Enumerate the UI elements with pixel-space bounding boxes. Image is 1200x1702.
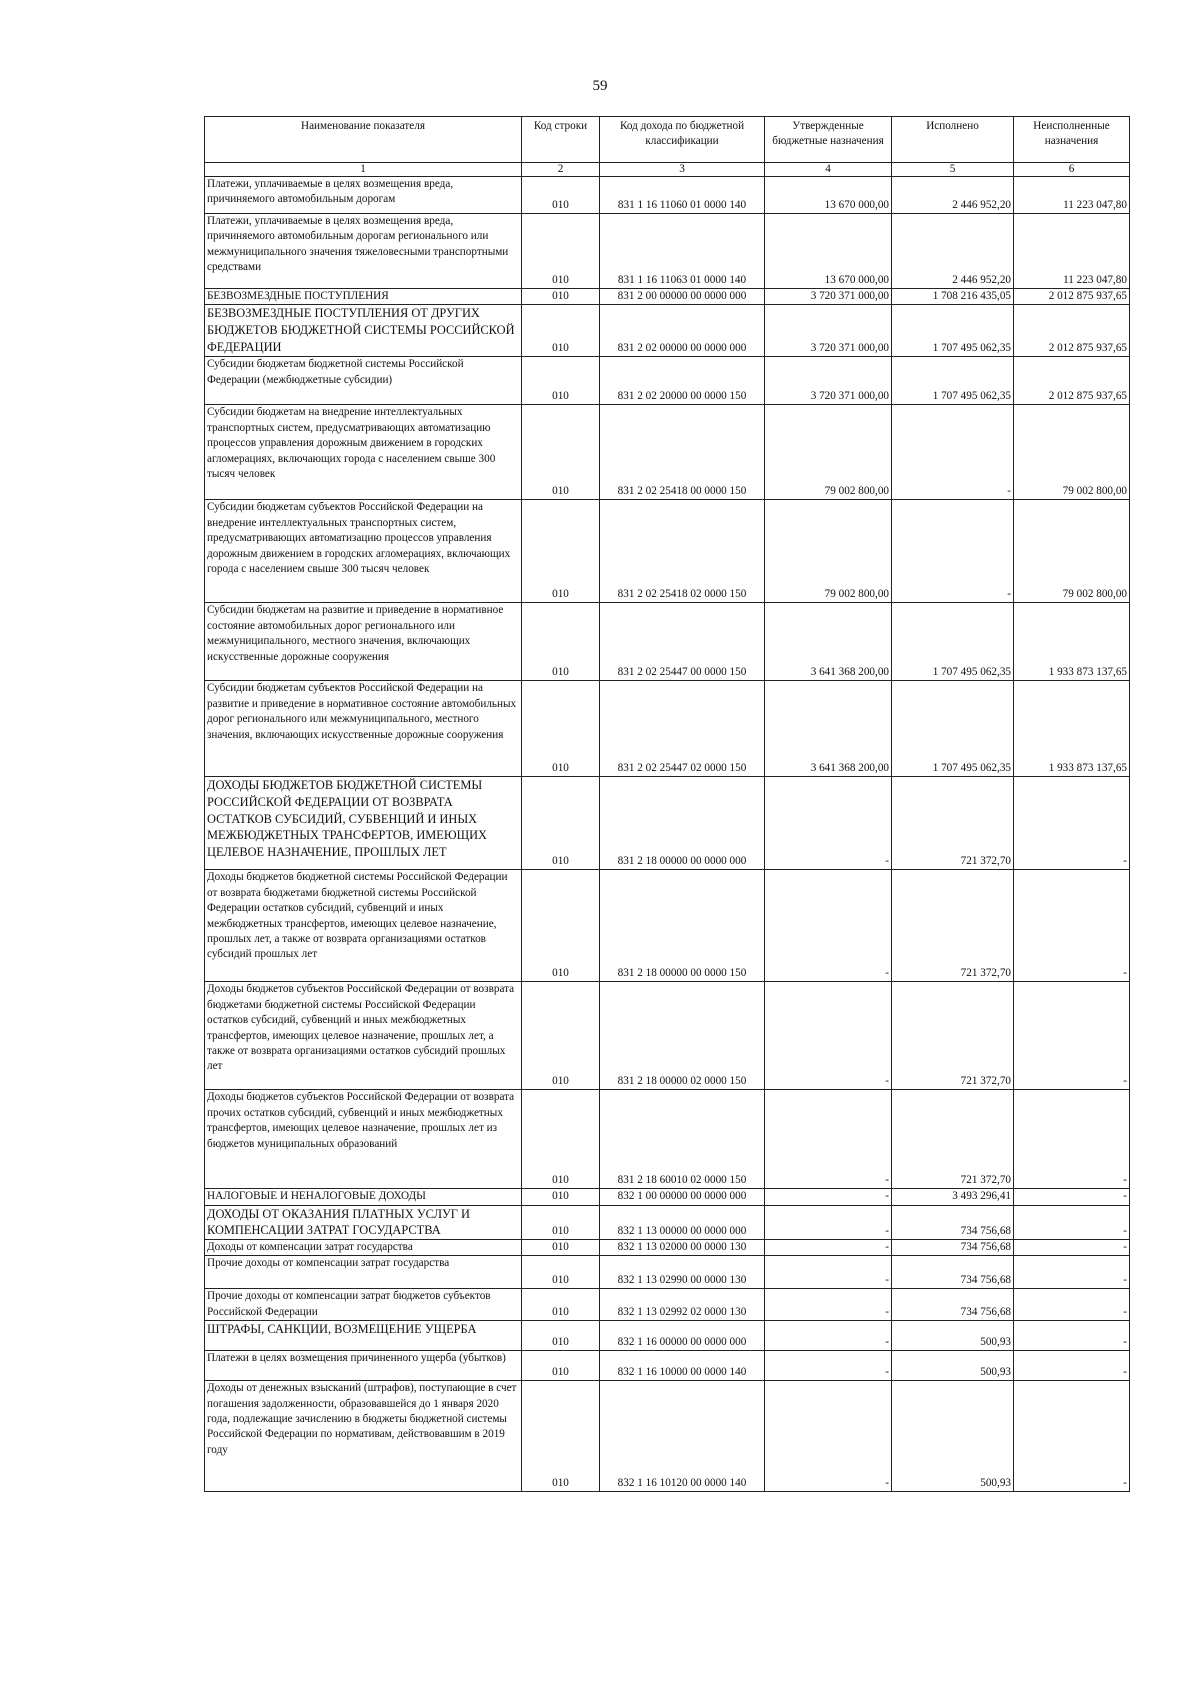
- approved-amount: -: [765, 1240, 892, 1256]
- indicator-name: Субсидии бюджетам на внедрение интеллектуальных транспортных систем, предусматривающих автоматизацию процессов управления дорожным движением в городских агломерациях, включающих города с населением свыше 300 тысяч человек: [205, 405, 522, 500]
- executed-amount: 500,93: [892, 1351, 1014, 1381]
- unexecuted-amount: -: [1014, 870, 1130, 982]
- line-code: 010: [522, 1321, 600, 1351]
- unexecuted-amount: 11 223 047,80: [1014, 177, 1130, 214]
- unexecuted-amount: -: [1014, 1205, 1130, 1239]
- line-code: 010: [522, 1240, 600, 1256]
- table-row: [205, 1321, 1130, 1351]
- budget-code: 831 2 18 00000 02 0000 150: [600, 982, 765, 1090]
- line-code: 010: [522, 357, 600, 405]
- indicator-name: ДОХОДЫ БЮДЖЕТОВ БЮДЖЕТНОЙ СИСТЕМЫ РОССИЙСКОЙ ФЕДЕРАЦИИ ОТ ВОЗВРАТА ОСТАТКОВ СУБСИДИЙ, СУБВЕНЦИЙ И ИНЫХ МЕЖБЮДЖЕТНЫХ ТРАНСФЕРТОВ, ИМЕЮЩИХ ЦЕЛЕВОЕ НАЗНАЧЕНИЕ, ПРОШЛЫХ ЛЕТ: [205, 777, 522, 870]
- budget-code: 831 2 02 25447 02 0000 150: [600, 681, 765, 777]
- approved-amount: -: [765, 1090, 892, 1189]
- unexecuted-amount: 1 933 873 137,65: [1014, 681, 1130, 777]
- unexecuted-amount: -: [1014, 1240, 1130, 1256]
- budget-code: 831 1 16 11060 01 0000 140: [600, 177, 765, 214]
- budget-code: 831 2 18 60010 02 0000 150: [600, 1090, 765, 1189]
- line-code: 010: [522, 1381, 600, 1492]
- table-row: [205, 305, 1130, 357]
- table-row: [205, 982, 1130, 1090]
- table-row: [205, 1205, 1130, 1239]
- unexecuted-amount: 11 223 047,80: [1014, 214, 1130, 289]
- header-name: Наименование показателя: [205, 117, 522, 163]
- budget-code: 832 1 13 02000 00 0000 130: [600, 1240, 765, 1256]
- approved-amount: -: [765, 982, 892, 1090]
- executed-amount: 734 756,68: [892, 1289, 1014, 1321]
- line-code: 010: [522, 405, 600, 500]
- table-row: [205, 1240, 1130, 1256]
- budget-code: 832 1 00 00000 00 0000 000: [600, 1189, 765, 1205]
- budget-code: 831 2 02 20000 00 0000 150: [600, 357, 765, 405]
- unexecuted-amount: 2 012 875 937,65: [1014, 357, 1130, 405]
- executed-amount: 500,93: [892, 1381, 1014, 1492]
- indicator-name: Доходы бюджетов субъектов Российской Федерации от возврата бюджетами бюджетной системы Российской Федерации остатков субсидий, субвенций и иных межбюджетных трансфертов, имеющих целевое назначение, прошлых лет, а также от возврата организациями остатков субсидий прошлых лет: [205, 982, 522, 1090]
- unexecuted-amount: -: [1014, 1381, 1130, 1492]
- executed-amount: 721 372,70: [892, 982, 1014, 1090]
- indicator-name: НАЛОГОВЫЕ И НЕНАЛОГОВЫЕ ДОХОДЫ: [205, 1189, 522, 1205]
- header-unexecuted: Неисполненные назначения: [1014, 117, 1130, 163]
- indicator-name: Доходы от денежных взысканий (штрафов), поступающие в счет погашения задолженности, образовавшейся до 1 января 2020 года, подлежащие зачислению в бюджеты бюджетной системы Российской Федерации по нормативам, действовавшим в 2019 году: [205, 1381, 522, 1492]
- approved-amount: 3 720 371 000,00: [765, 305, 892, 357]
- approved-amount: 79 002 800,00: [765, 405, 892, 500]
- unexecuted-amount: -: [1014, 1321, 1130, 1351]
- line-code: 010: [522, 305, 600, 357]
- indicator-name: Платежи, уплачиваемые в целях возмещения вреда, причиняемого автомобильным дорогам регионального или межмуниципального значения тяжеловесными транспортными средствами: [205, 214, 522, 289]
- executed-amount: 2 446 952,20: [892, 214, 1014, 289]
- approved-amount: -: [765, 1256, 892, 1289]
- table-row: [205, 405, 1130, 500]
- indicator-name: Субсидии бюджетам субъектов Российской Федерации на внедрение интеллектуальных транспортных систем, предусматривающих автоматизацию процессов управления дорожным движением в городских агломерациях, включающих города с населением свыше 300 тысяч человек: [205, 500, 522, 603]
- indicator-name: БЕЗВОЗМЕЗДНЫЕ ПОСТУПЛЕНИЯ: [205, 289, 522, 305]
- approved-amount: 13 670 000,00: [765, 214, 892, 289]
- unexecuted-amount: 2 012 875 937,65: [1014, 305, 1130, 357]
- budget-code: 832 1 16 00000 00 0000 000: [600, 1321, 765, 1351]
- header-executed: Исполнено: [892, 117, 1014, 163]
- indicator-name: ШТРАФЫ, САНКЦИИ, ВОЗМЕЩЕНИЕ УЩЕРБА: [205, 1321, 522, 1351]
- indicator-name: Доходы бюджетов бюджетной системы Российской Федерации от возврата бюджетами бюджетной системы Российской Федерации остатков субсидий, субвенций и иных межбюджетных трансфертов, имеющих целевое назначение, прошлых лет, а также от возврата организациями остатков субсидий прошлых лет: [205, 870, 522, 982]
- header-row: [205, 117, 1130, 163]
- approved-amount: 3 720 371 000,00: [765, 289, 892, 305]
- indicator-name: БЕЗВОЗМЕЗДНЫЕ ПОСТУПЛЕНИЯ ОТ ДРУГИХ БЮДЖЕТОВ БЮДЖЕТНОЙ СИСТЕМЫ РОССИЙСКОЙ ФЕДЕРАЦИИ: [205, 305, 522, 357]
- budget-code: 832 1 16 10120 00 0000 140: [600, 1381, 765, 1492]
- executed-amount: 734 756,68: [892, 1256, 1014, 1289]
- unexecuted-amount: -: [1014, 1351, 1130, 1381]
- column-number: 1: [205, 163, 522, 177]
- executed-amount: 734 756,68: [892, 1240, 1014, 1256]
- executed-amount: 3 493 296,41: [892, 1189, 1014, 1205]
- header-budget-code: Код дохода по бюджетной классификации: [600, 117, 765, 163]
- table-row: [205, 1381, 1130, 1492]
- approved-amount: -: [765, 1189, 892, 1205]
- line-code: 010: [522, 603, 600, 681]
- table-row: [205, 870, 1130, 982]
- executed-amount: 1 707 495 062,35: [892, 305, 1014, 357]
- approved-amount: -: [765, 777, 892, 870]
- unexecuted-amount: -: [1014, 1090, 1130, 1189]
- approved-amount: 79 002 800,00: [765, 500, 892, 603]
- column-number: 2: [522, 163, 600, 177]
- table-row: [205, 500, 1130, 603]
- indicator-name: Субсидии бюджетам субъектов Российской Федерации на развитие и приведение в нормативное состояние автомобильных дорог регионального или межмуниципального, местного значения, включающих искусственные дорожные сооружения: [205, 681, 522, 777]
- executed-amount: 2 446 952,20: [892, 177, 1014, 214]
- unexecuted-amount: -: [1014, 1289, 1130, 1321]
- executed-amount: 500,93: [892, 1321, 1014, 1351]
- approved-amount: 3 641 368 200,00: [765, 681, 892, 777]
- unexecuted-amount: 79 002 800,00: [1014, 405, 1130, 500]
- approved-amount: -: [765, 870, 892, 982]
- unexecuted-amount: -: [1014, 1189, 1130, 1205]
- budget-code: 831 2 02 00000 00 0000 000: [600, 305, 765, 357]
- approved-amount: 3 641 368 200,00: [765, 603, 892, 681]
- line-code: 010: [522, 1289, 600, 1321]
- budget-code: 831 2 00 00000 00 0000 000: [600, 289, 765, 305]
- line-code: 010: [522, 1205, 600, 1239]
- column-number: 6: [1014, 163, 1130, 177]
- executed-amount: 734 756,68: [892, 1205, 1014, 1239]
- unexecuted-amount: 2 012 875 937,65: [1014, 289, 1130, 305]
- table-row: [205, 289, 1130, 305]
- unexecuted-amount: -: [1014, 777, 1130, 870]
- column-number-row: [205, 163, 1130, 177]
- executed-amount: -: [892, 405, 1014, 500]
- approved-amount: 13 670 000,00: [765, 177, 892, 214]
- budget-code: 831 2 02 25447 00 0000 150: [600, 603, 765, 681]
- header-approved: Утвержденные бюджетные назначения: [765, 117, 892, 163]
- line-code: 010: [522, 500, 600, 603]
- header-line-code: Код строки: [522, 117, 600, 163]
- line-code: 010: [522, 214, 600, 289]
- column-number: 4: [765, 163, 892, 177]
- unexecuted-amount: 79 002 800,00: [1014, 500, 1130, 603]
- approved-amount: -: [765, 1289, 892, 1321]
- budget-code: 832 1 16 10000 00 0000 140: [600, 1351, 765, 1381]
- line-code: 010: [522, 681, 600, 777]
- column-number: 5: [892, 163, 1014, 177]
- table-row: [205, 1189, 1130, 1205]
- table-row: [205, 214, 1130, 289]
- table-row: [205, 603, 1130, 681]
- unexecuted-amount: 1 933 873 137,65: [1014, 603, 1130, 681]
- executed-amount: 721 372,70: [892, 777, 1014, 870]
- indicator-name: Платежи в целях возмещения причиненного ущерба (убытков): [205, 1351, 522, 1381]
- approved-amount: -: [765, 1351, 892, 1381]
- line-code: 010: [522, 289, 600, 305]
- budget-code: 831 2 18 00000 00 0000 150: [600, 870, 765, 982]
- table-row: [205, 1090, 1130, 1189]
- table-row: [205, 777, 1130, 870]
- table-row: [205, 1256, 1130, 1289]
- indicator-name: Доходы от компенсации затрат государства: [205, 1240, 522, 1256]
- line-code: 010: [522, 1090, 600, 1189]
- table-row: [205, 357, 1130, 405]
- executed-amount: 721 372,70: [892, 870, 1014, 982]
- revenue-table: [204, 116, 1130, 1492]
- unexecuted-amount: -: [1014, 1256, 1130, 1289]
- indicator-name: Доходы бюджетов субъектов Российской Федерации от возврата прочих остатков субсидий, субвенций и иных межбюджетных трансфертов, имеющих целевое назначение, прошлых лет из бюджетов муниципальных образований: [205, 1090, 522, 1189]
- executed-amount: 1 707 495 062,35: [892, 681, 1014, 777]
- budget-code: 831 2 18 00000 00 0000 000: [600, 777, 765, 870]
- budget-code: 831 2 02 25418 00 0000 150: [600, 405, 765, 500]
- executed-amount: 1 708 216 435,05: [892, 289, 1014, 305]
- indicator-name: Прочие доходы от компенсации затрат бюджетов субъектов Российской Федерации: [205, 1289, 522, 1321]
- indicator-name: Прочие доходы от компенсации затрат государства: [205, 1256, 522, 1289]
- executed-amount: -: [892, 500, 1014, 603]
- executed-amount: 1 707 495 062,35: [892, 357, 1014, 405]
- line-code: 010: [522, 1351, 600, 1381]
- approved-amount: -: [765, 1381, 892, 1492]
- budget-code: 831 2 02 25418 02 0000 150: [600, 500, 765, 603]
- line-code: 010: [522, 177, 600, 214]
- unexecuted-amount: -: [1014, 982, 1130, 1090]
- line-code: 010: [522, 1256, 600, 1289]
- indicator-name: Субсидии бюджетам на развитие и приведение в нормативное состояние автомобильных дорог регионального или межмуниципального, местного значения, включающих искусственные дорожные сооружения: [205, 603, 522, 681]
- table-row: [205, 177, 1130, 214]
- line-code: 010: [522, 1189, 600, 1205]
- indicator-name: Субсидии бюджетам бюджетной системы Российской Федерации (межбюджетные субсидии): [205, 357, 522, 405]
- budget-code: 832 1 13 02990 00 0000 130: [600, 1256, 765, 1289]
- line-code: 010: [522, 870, 600, 982]
- executed-amount: 1 707 495 062,35: [892, 603, 1014, 681]
- column-number: 3: [600, 163, 765, 177]
- page-number: 59: [592, 78, 608, 94]
- line-code: 010: [522, 982, 600, 1090]
- budget-code: 831 1 16 11063 01 0000 140: [600, 214, 765, 289]
- table-row: [205, 1351, 1130, 1381]
- indicator-name: Платежи, уплачиваемые в целях возмещения вреда, причиняемого автомобильным дорогам: [205, 177, 522, 214]
- approved-amount: -: [765, 1205, 892, 1239]
- table-row: [205, 681, 1130, 777]
- approved-amount: -: [765, 1321, 892, 1351]
- approved-amount: 3 720 371 000,00: [765, 357, 892, 405]
- executed-amount: 721 372,70: [892, 1090, 1014, 1189]
- budget-code: 832 1 13 02992 02 0000 130: [600, 1289, 765, 1321]
- table-row: [205, 1289, 1130, 1321]
- indicator-name: ДОХОДЫ ОТ ОКАЗАНИЯ ПЛАТНЫХ УСЛУГ И КОМПЕНСАЦИИ ЗАТРАТ ГОСУДАРСТВА: [205, 1205, 522, 1239]
- line-code: 010: [522, 777, 600, 870]
- budget-code: 832 1 13 00000 00 0000 000: [600, 1205, 765, 1239]
